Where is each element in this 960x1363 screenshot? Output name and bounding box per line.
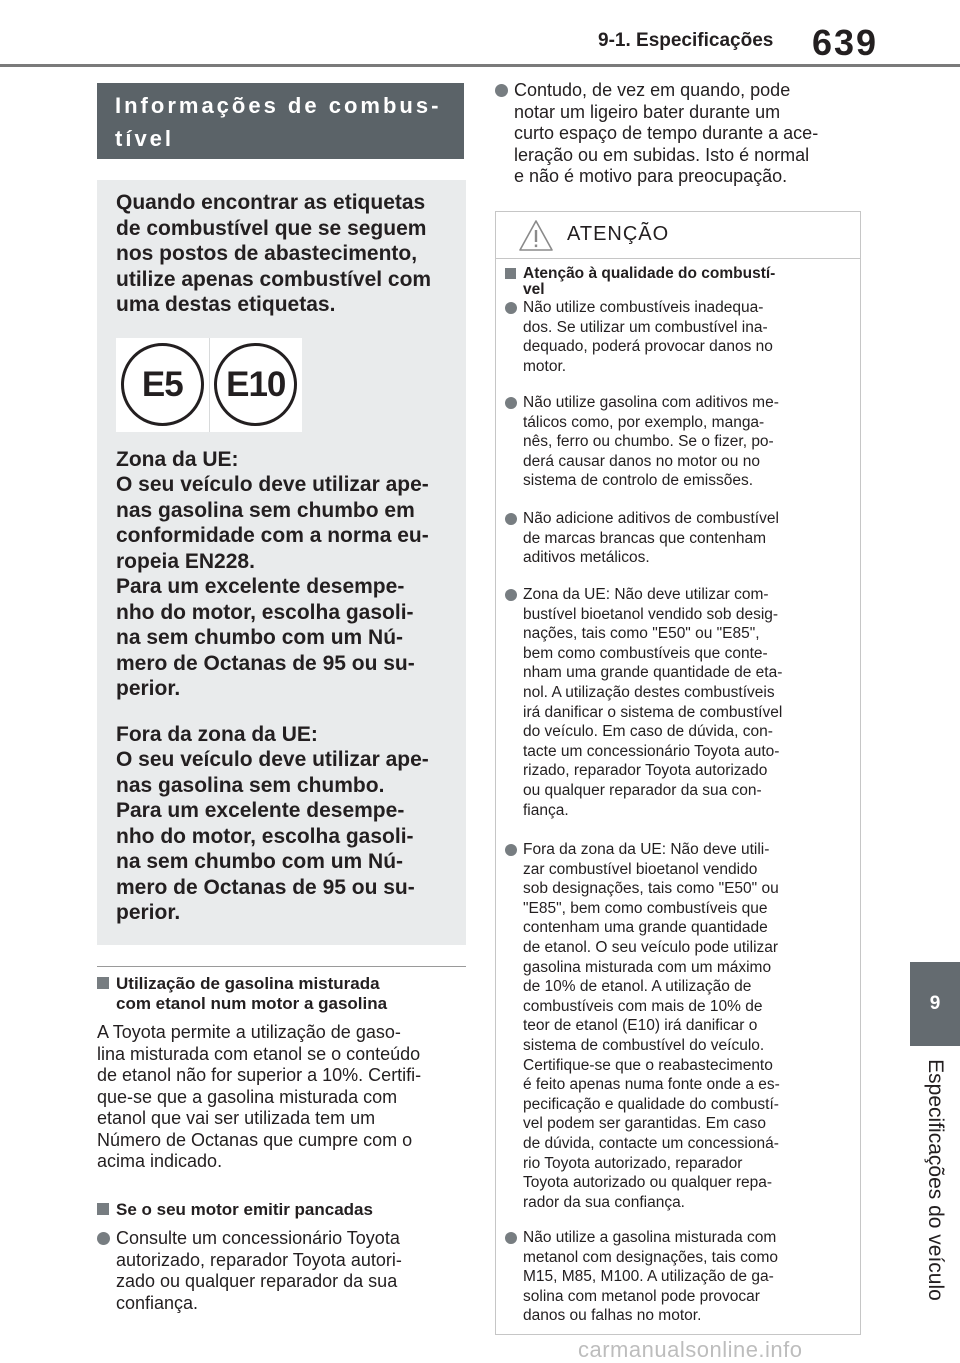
text-line: nas gasolina sem chumbo em [116, 498, 415, 522]
text-line: de etanol. O seu veículo pode utilizar [523, 938, 779, 956]
text-line: Toyota autorizado ou qualquer repa- [523, 1174, 773, 1192]
item-text [505, 585, 850, 820]
text-line: autorizado, reparador Toyota autori- [116, 1249, 402, 1270]
text-line: Certifique-se que o reabastecimento [523, 1056, 773, 1074]
text-line: A Toyota permite a utilização de gaso- [97, 1022, 401, 1042]
text-line: com etanol num motor a gasolina [116, 994, 388, 1013]
fuel-label-circle: E5 [121, 343, 204, 426]
text-line: danos ou falhas no motor. [523, 1307, 702, 1325]
chapter-title-vertical: Especificações do veículo [924, 1059, 947, 1301]
header-rule [0, 64, 960, 67]
text-line: vel podem ser garantidas. Em caso [523, 1115, 766, 1133]
text-line: combustíveis com mais de 10% de [523, 997, 763, 1015]
text-line: rio Toyota autorizado, reparador [523, 1154, 743, 1172]
text-line: Não adicione aditivos de combustível [523, 510, 779, 527]
text-line: tálicos como, por exemplo, manga- [523, 413, 765, 431]
text-line: uma destas etiquetas. [116, 293, 336, 316]
text-line: motor. [523, 357, 567, 375]
text-line: rizado, reparador Toyota autorizado [523, 762, 768, 780]
text-line: na sem chumbo com um Nú- [116, 850, 404, 873]
text-line: nações, tais como "E50" ou "E85", [523, 625, 760, 643]
warning-triangle-icon [518, 219, 554, 252]
text-line: é feito apenas numa fonte onde a es- [523, 1076, 780, 1094]
text-line: derá causar danos no motor ou no [523, 452, 760, 470]
fuel-info-title-line: tível [115, 126, 175, 151]
attention-item [505, 509, 850, 568]
fuel-info-title [97, 83, 464, 159]
text-line: Quando encontrar as etiquetas [116, 191, 426, 214]
text-line: curto espaço de tempo durante a ace- [514, 123, 819, 143]
round-bullet-icon [505, 589, 517, 601]
text-line: notar um ligeiro bater durante um [514, 101, 781, 122]
text-line: nham uma grande quantidade de eta- [523, 664, 783, 682]
text-line: gasolina misturada com um máximo [523, 958, 772, 976]
text-line: teor de etanol (E10) irá danificar o [523, 1017, 758, 1035]
heading-text [97, 974, 466, 1014]
text-line: M15, M85, M100. A utilização de ga- [523, 1268, 774, 1286]
text-line: de etanol não for superior a 10%. Certifi- [97, 1065, 422, 1085]
text-line: Para um excelente desempe- [116, 799, 405, 822]
round-bullet-icon [505, 302, 517, 314]
text-line: sistema de combustível do veículo. [523, 1036, 765, 1054]
text-line: solina com metanol pode provocar [523, 1287, 760, 1305]
fuel-info-title-line: Informações de combus- [115, 93, 442, 118]
ethanol-body [97, 1022, 469, 1173]
text-line: tacte um concessionário Toyota auto- [523, 742, 780, 760]
text-line: "E85", bem como combustíveis que [523, 899, 768, 917]
text-line: perior. [116, 677, 181, 700]
fuel-label-intro [116, 190, 452, 318]
text-line: metanol com designações, tais como [523, 1248, 779, 1266]
text-line: Contudo, de vez em quando, pode [514, 80, 791, 100]
text-line: dequado, poderá provocar danos no [523, 338, 773, 356]
text-line: bem como combustíveis que conte- [523, 644, 768, 662]
text-line: nol. A utilização destes combustíveis [523, 683, 775, 701]
text-line: Consulte um concessionário Toyota [116, 1228, 400, 1248]
non-eu-zone-text [116, 722, 452, 926]
knocking-bullet [97, 1228, 469, 1314]
round-bullet-icon [97, 1232, 110, 1245]
text-line: lina misturada com etanol se o conteúdo [97, 1043, 421, 1064]
text-line: Fora da zona da UE: Não deve utili- [523, 841, 770, 858]
text-line: zar combustível bioetanol vendido [523, 860, 758, 878]
knocking-bullet [495, 80, 865, 188]
fuel-label-circle: E10 [214, 343, 297, 426]
text-line: Zona da UE: Não deve utilizar com- [523, 586, 769, 603]
round-bullet-icon [505, 844, 517, 856]
text-line: Fora da zona da UE: [116, 722, 318, 746]
text-line: nas gasolina sem chumbo. [116, 773, 385, 797]
text-line: acima indicado. [97, 1151, 223, 1171]
text-line: de combustível que se seguem [116, 216, 427, 240]
section-title: 9-1. Especificações [598, 30, 774, 51]
square-bullet-icon [505, 268, 516, 279]
eu-zone-text [116, 447, 452, 702]
heading-text: Se o seu motor emitir pancadas [116, 1200, 373, 1219]
fuel-label-e5 [116, 338, 209, 432]
text-line: Não utilize gasolina com aditivos me- [523, 394, 779, 411]
text-line: nês, ferro ou chumbo. Se o fizer, po- [523, 433, 774, 451]
attention-title: ATENÇÃO [567, 223, 670, 245]
text-line: rador da sua confiança. [523, 1193, 685, 1211]
text-line: mero de Octanas de 95 ou su- [116, 651, 415, 675]
item-text [505, 1228, 850, 1326]
text-line: dos. Se utilizar um combustível ina- [523, 318, 768, 336]
text-line: Número de Octanas que cumpre com o [97, 1129, 413, 1150]
text-line: etanol que vai ser utilizada tem um [97, 1108, 376, 1128]
heading-text [505, 266, 850, 298]
text-line: que-se que a gasolina misturada com [97, 1086, 398, 1107]
round-bullet-icon [505, 513, 517, 525]
ethanol-heading [97, 974, 466, 1014]
attention-box [495, 211, 861, 1335]
text-line: sob designações, tais como "E50" ou [523, 880, 779, 898]
text-line: perior. [116, 901, 181, 924]
text-line: Zona da UE: [116, 447, 239, 471]
text-line: ropeia EN228. [116, 549, 255, 573]
text-line: contenham uma grande quantidade [523, 919, 768, 937]
text-line: bustível bioetanol vendido sob desig- [523, 605, 779, 623]
text-line: confiança. [116, 1292, 199, 1313]
round-bullet-icon [505, 1232, 517, 1244]
text-line: e não é motivo para preocupação. [514, 166, 788, 186]
text-line: irá danificar o sistema de combustível [523, 703, 783, 721]
text-line: ou qualquer reparador da sua con- [523, 781, 762, 799]
item-text [505, 840, 850, 1212]
text-line: aditivos metálicos. [523, 549, 650, 567]
round-bullet-icon [505, 397, 517, 409]
text-line: de marcas brancas que contenham [523, 529, 766, 547]
fuel-labels [116, 338, 302, 432]
fuel-label-e10 [209, 338, 303, 432]
text-line: Não utilize a gasolina misturada com [523, 1229, 777, 1246]
text-line: de dúvida, contacte um concessioná- [523, 1134, 779, 1152]
text-line: conformidade com a norma eu- [116, 524, 429, 547]
fuel-info-box [97, 180, 466, 945]
chapter-number-tab[interactable]: 9 [910, 962, 960, 1046]
attention-item [505, 585, 850, 820]
text-line: do veículo. Em caso de dúvida, con- [523, 723, 773, 741]
text-line: de 10% de etanol. A utilização de [523, 978, 752, 996]
round-bullet-icon [495, 84, 508, 97]
bullet-text [495, 80, 865, 188]
text-line: leração ou em subidas. Isto é normal [514, 144, 810, 165]
text-line: na sem chumbo com um Nú- [116, 626, 404, 649]
text-line: Utilização de gasolina misturada [116, 974, 380, 993]
text-line: Não utilize combustíveis inadequa- [523, 299, 764, 316]
attention-item [505, 393, 850, 491]
section-divider [97, 966, 466, 967]
item-text [505, 509, 850, 568]
site-watermark: carmanualsonline.info [578, 1337, 803, 1362]
text-line: O seu veículo deve utilizar ape- [116, 748, 429, 771]
text-line: vel [523, 281, 545, 298]
attention-header [496, 212, 860, 259]
text-line: pecificação e qualidade do combustí- [523, 1095, 779, 1113]
text-line: zado ou qualquer reparador da sua [116, 1271, 398, 1291]
attention-heading [505, 266, 850, 298]
text-line: Para um excelente desempe- [116, 575, 405, 598]
attention-item [505, 840, 850, 1212]
item-text [505, 393, 850, 491]
text-line: O seu veículo deve utilizar ape- [116, 473, 429, 496]
text-line: Atenção à qualidade do combustí- [523, 265, 776, 282]
text-line: nho do motor, escolha gasoli- [116, 600, 414, 624]
bullet-text [97, 1228, 469, 1314]
text-line: fiança. [523, 801, 569, 819]
text-line: nos postos de abastecimento, [116, 242, 418, 265]
text-line: nho do motor, escolha gasoli- [116, 824, 414, 848]
page-number: 639 [812, 22, 879, 63]
text-line: utilize apenas combustível com [116, 267, 432, 291]
item-text [505, 298, 850, 376]
text-line: sistema de controlo de emissões. [523, 472, 754, 490]
text-line: mero de Octanas de 95 ou su- [116, 875, 415, 899]
knocking-heading [97, 1200, 466, 1220]
square-bullet-icon [97, 1203, 109, 1215]
attention-item [505, 298, 850, 376]
attention-item [505, 1228, 850, 1326]
square-bullet-icon [97, 977, 109, 989]
